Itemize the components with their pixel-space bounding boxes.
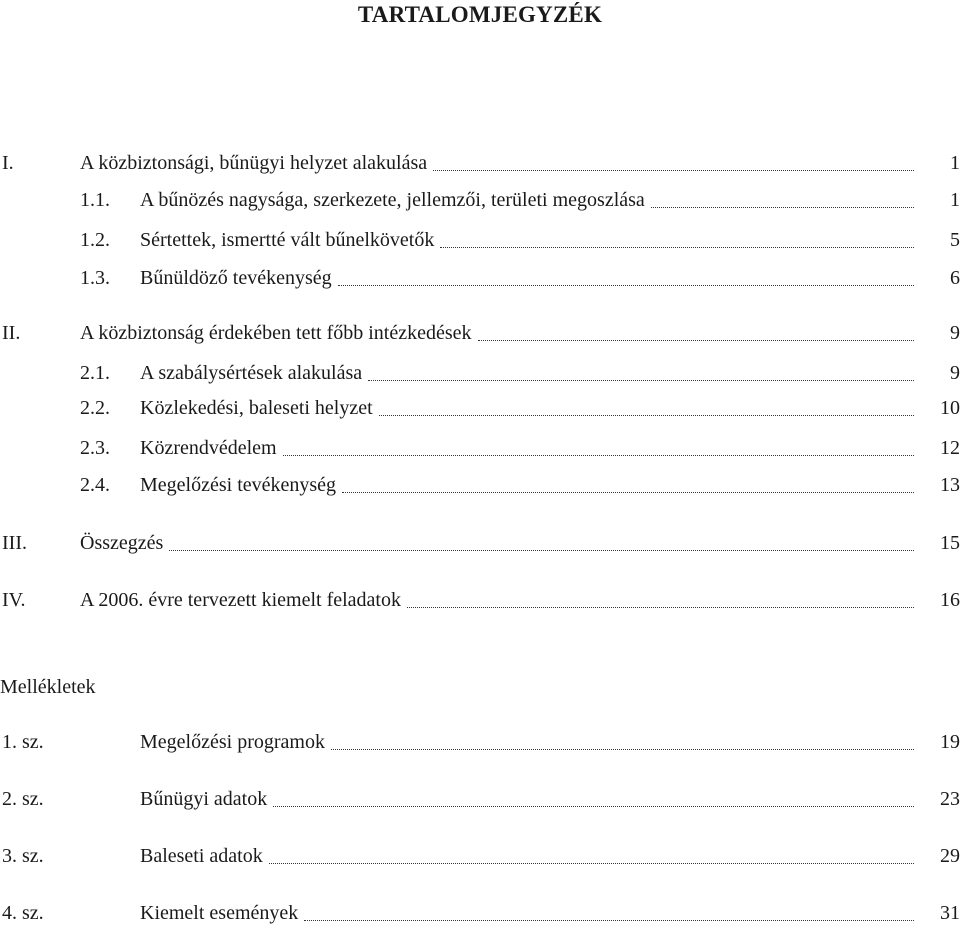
appendix-label[interactable]: Kiemelt események	[140, 902, 299, 924]
appendix-entry[interactable]	[140, 898, 930, 928]
dot-leader	[407, 589, 914, 608]
toc-row-11[interactable]	[0, 585, 960, 615]
dot-leader	[273, 788, 914, 807]
appendix-row-3[interactable]	[0, 841, 960, 871]
dot-leader	[342, 474, 914, 493]
appendix-row-2[interactable]	[0, 784, 960, 814]
toc-row-6[interactable]	[0, 358, 960, 388]
toc-page-number: 16	[940, 589, 960, 611]
toc-number: IV.	[2, 589, 26, 611]
toc-row-7[interactable]	[0, 393, 960, 423]
toc-number: III.	[2, 532, 27, 554]
appendix-number: 2. sz.	[2, 788, 44, 810]
toc-label[interactable]: A közbiztonsági, bűnügyi helyzet alakulása	[80, 152, 428, 174]
dot-leader	[304, 902, 914, 921]
appendix-number: 1. sz.	[2, 731, 44, 753]
page-title: TARTALOMJEGYZÉK	[357, 2, 603, 27]
dot-leader	[379, 397, 914, 416]
toc-entry[interactable]	[80, 528, 930, 558]
toc-entry[interactable]	[80, 318, 930, 348]
toc-entry[interactable]	[140, 185, 930, 215]
toc-entry[interactable]	[140, 470, 930, 500]
toc-label[interactable]: A bűnözés nagysága, szerkezete, jellemzői, területi megoszlása	[140, 189, 645, 211]
appendix-heading: Mellékletek	[0, 676, 96, 698]
dot-leader	[478, 322, 914, 341]
appendix-page-number: 19	[940, 731, 960, 753]
toc-row-10[interactable]	[0, 528, 960, 558]
toc-entry[interactable]	[140, 263, 930, 293]
appendix-label[interactable]: Megelőzési programok	[140, 731, 325, 753]
toc-number: 2.2.	[80, 397, 110, 419]
appendix-label[interactable]: Bűnügyi adatok	[140, 788, 268, 810]
toc-page-number: 12	[940, 437, 960, 459]
toc-row-4[interactable]	[0, 263, 960, 293]
toc-row-8[interactable]	[0, 433, 960, 463]
toc-page-number: 5	[950, 229, 960, 251]
toc-number: 2.3.	[80, 437, 110, 459]
appendix-label[interactable]: Baleseti adatok	[140, 845, 263, 867]
toc-page-number: 15	[940, 532, 960, 554]
toc-row-3[interactable]	[0, 225, 960, 255]
appendix-entry[interactable]	[140, 841, 930, 871]
appendix-number: 4. sz.	[2, 902, 44, 924]
toc-entry[interactable]	[140, 433, 930, 463]
appendix-page-number: 29	[940, 845, 960, 867]
dot-leader	[169, 532, 914, 551]
toc-row-2[interactable]	[0, 185, 960, 215]
toc-number: 1.3.	[80, 267, 110, 289]
appendix-page-number: 23	[940, 788, 960, 810]
toc-entry[interactable]	[140, 358, 930, 388]
toc-row-5[interactable]	[0, 318, 960, 348]
toc-row-1[interactable]	[0, 148, 960, 178]
dot-leader	[269, 845, 914, 864]
toc-page-number: 9	[950, 362, 960, 384]
toc-label[interactable]: A 2006. évre tervezett kiemelt feladatok	[80, 589, 401, 611]
appendix-number: 3. sz.	[2, 845, 44, 867]
toc-label[interactable]: Közlekedési, baleseti helyzet	[140, 397, 373, 419]
toc-label[interactable]: Sértettek, ismertté vált bűnelkövetők	[140, 229, 435, 251]
toc-number: I.	[2, 152, 14, 174]
dot-leader	[440, 229, 914, 248]
toc-label[interactable]: A szabálysértések alakulása	[140, 362, 363, 384]
toc-entry[interactable]	[80, 148, 930, 178]
appendix-row-4[interactable]	[0, 898, 960, 928]
toc-page-number: 1	[950, 152, 960, 174]
dot-leader	[338, 267, 914, 286]
appendix-entry[interactable]	[140, 727, 930, 757]
toc-page-number: 13	[940, 474, 960, 496]
dot-leader	[331, 731, 914, 750]
appendix-row-1[interactable]	[0, 727, 960, 757]
toc-label[interactable]: Bűnüldöző tevékenység	[140, 267, 332, 289]
toc-number: 1.2.	[80, 229, 110, 251]
toc-page-number: 9	[950, 322, 960, 344]
appendix-entry[interactable]	[140, 784, 930, 814]
appendix-page-number: 31	[940, 902, 960, 924]
toc-number: II.	[2, 322, 21, 344]
toc-entry[interactable]	[140, 393, 930, 423]
toc-label[interactable]: Megelőzési tevékenység	[140, 474, 337, 496]
toc-number: 1.1.	[80, 189, 110, 211]
toc-label[interactable]: Közrendvédelem	[140, 437, 277, 459]
toc-entry[interactable]	[140, 225, 930, 255]
toc-label[interactable]: A közbiztonság érdekében tett főbb intézkedések	[80, 322, 472, 344]
toc-label[interactable]: Összegzés	[80, 532, 164, 554]
toc-page-number: 10	[940, 397, 960, 419]
toc-page-number: 6	[950, 267, 960, 289]
dot-leader	[368, 362, 914, 381]
toc-entry[interactable]	[80, 585, 930, 615]
toc-page-number: 1	[950, 189, 960, 211]
dot-leader	[433, 152, 914, 171]
toc-number: 2.1.	[80, 362, 110, 384]
dot-leader	[283, 437, 914, 456]
toc-number: 2.4.	[80, 474, 110, 496]
toc-row-9[interactable]	[0, 470, 960, 500]
dot-leader	[651, 189, 914, 208]
